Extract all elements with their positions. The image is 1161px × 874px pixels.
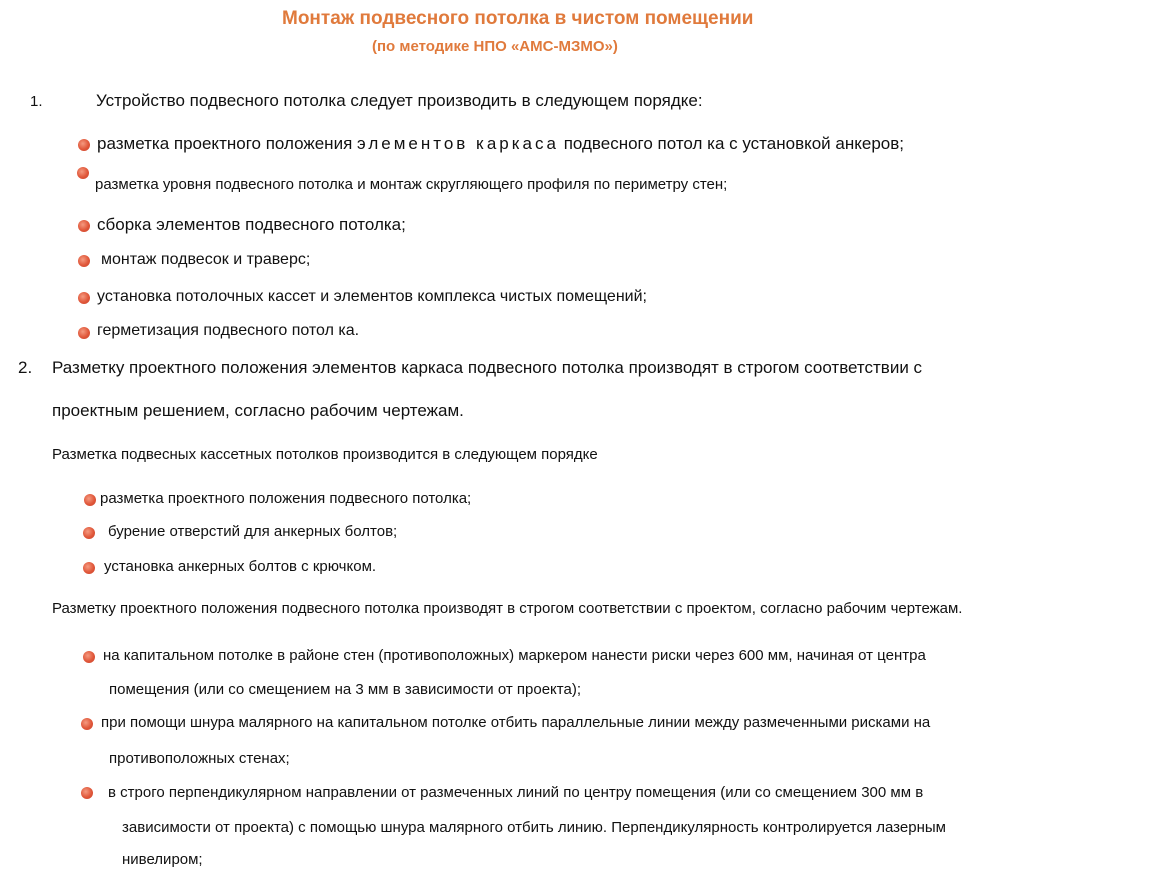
- bullet-icon: [81, 718, 93, 730]
- page-subtitle: (по методике НПО «АМС-МЗМО»): [372, 38, 618, 55]
- bullet-icon: [78, 220, 90, 232]
- bullet-icon: [83, 562, 95, 574]
- list-item: разметка уровня подвесного потолка и монтаж скругляющего профиля по периметру стен;: [95, 176, 728, 193]
- bullet-icon: [77, 167, 89, 179]
- bullet-icon: [83, 527, 95, 539]
- list-item-line: противоположных стенах;: [109, 750, 290, 767]
- layout-intro: Разметку проектного положения подвесного потолка производят в строгом соответствии с проектом, согласно рабочим чертежам.: [52, 600, 963, 617]
- list-item-line: помещения (или со смещением на 3 мм в зависимости от проекта);: [109, 681, 581, 698]
- section-1-number: 1.: [30, 93, 43, 110]
- bullet-icon: [78, 292, 90, 304]
- page-title: Монтаж подвесного потолка в чистом помещении: [282, 8, 754, 29]
- list-item: бурение отверстий для анкерных болтов;: [108, 523, 398, 540]
- bullet-icon: [83, 651, 95, 663]
- bullet-icon: [78, 255, 90, 267]
- list-item: установка потолочных кассет и элементов комплекса чистых помещений;: [97, 288, 647, 305]
- section-2-number: 2.: [18, 358, 33, 377]
- list-item: монтаж подвесок и траверс;: [101, 251, 311, 268]
- bullet-icon: [78, 327, 90, 339]
- bullet-icon: [81, 787, 93, 799]
- list-item: разметка проектного положения элементов каркаса подвесного потол ка с установкой анкеров;: [97, 134, 904, 153]
- bullet-icon: [78, 139, 90, 151]
- list-item: разметка проектного положения подвесного потолка;: [100, 490, 472, 507]
- list-item: сборка элементов подвесного потолка;: [97, 215, 406, 234]
- list-item-line: нивелиром;: [122, 851, 203, 868]
- cassette-intro: Разметка подвесных кассетных потолков производится в следующем порядке: [52, 446, 598, 463]
- list-item-line: на капитальном потолке в районе стен (противоположных) маркером нанести риски через 600 мм, начиная от центра: [103, 647, 926, 664]
- list-item-line: при помощи шнура малярного на капитальном потолке отбить параллельные линии между размеченными рисками на: [101, 714, 931, 731]
- list-item: установка анкерных болтов с крючком.: [104, 558, 377, 575]
- list-item-line: зависимости от проекта) с помощью шнура малярного отбить линию. Перпендикулярность контролируется лазерным: [122, 819, 946, 836]
- section-1-heading: Устройство подвесного потолка следует производить в следующем порядке:: [96, 91, 703, 110]
- bullet-icon: [84, 494, 96, 506]
- section-2-line-1: Разметку проектного положения элементов каркаса подвесного потолка производят в строгом соответствии с: [52, 358, 923, 377]
- section-2-line-2: проектным решением, согласно рабочим чертежам.: [52, 401, 464, 420]
- list-item-line: в строго перпендикулярном направлении от размеченных линий по центру помещения (или со смещением 300 мм в: [108, 784, 924, 801]
- list-item: герметизация подвесного потол ка.: [97, 322, 360, 339]
